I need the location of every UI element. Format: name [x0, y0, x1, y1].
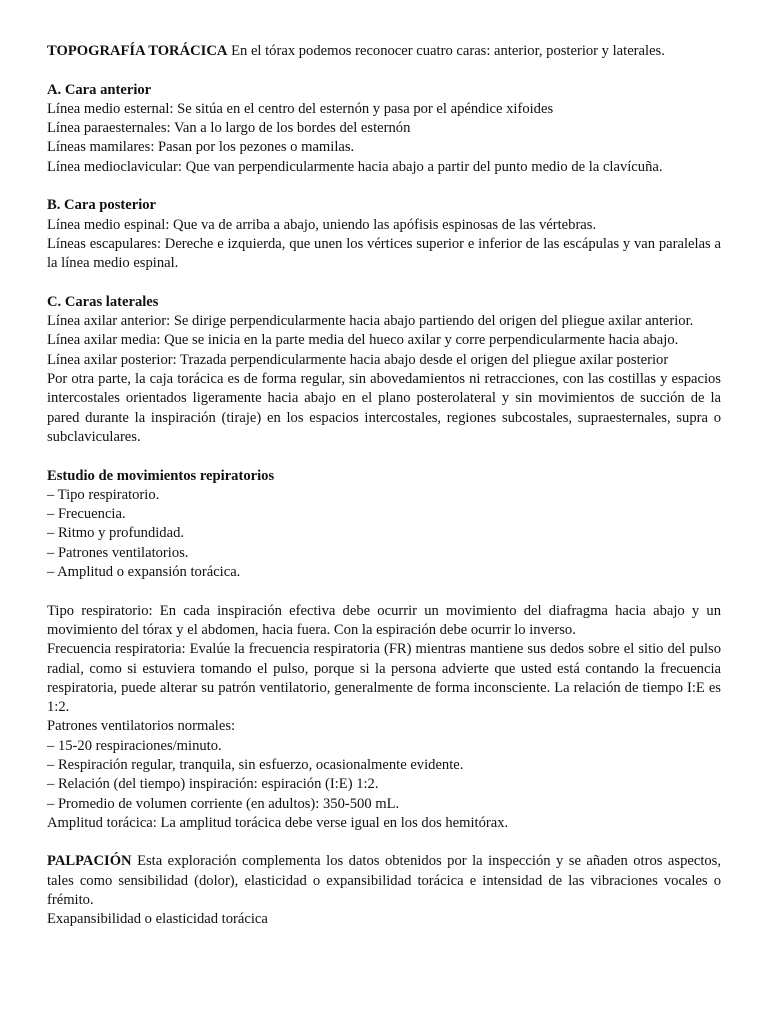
- patrones-item: – 15-20 respiraciones/minuto.: [47, 737, 222, 754]
- document-page: [47, 42, 721, 930]
- caja-toracica-paragraph: Por otra parte, la caja torácica es de forma regular, sin abovedamientos ni retracciones, con las costillas y espacios intercostales orientados ligeramente hacia abajo en el plano posterolateral y sin movimientos de succión de la pared durante la inspiración (tiraje) en los espacios intercostales, regiones subcostales, supraesternales, supra o subclaviculares.: [47, 371, 721, 445]
- movimientos-item: – Tipo respiratorio.: [47, 486, 160, 503]
- cara-anterior-heading: A. Cara anterior: [47, 81, 152, 98]
- linea-medio-esternal: Línea medio esternal: Se sitúa en el centro del esternón y pasa por el apéndice xifoides: [47, 100, 554, 117]
- palpacion-paragraph: [47, 852, 721, 910]
- cara-posterior-heading: B. Cara posterior: [47, 197, 157, 214]
- lineas-escapulares: Líneas escapulares: Dereche e izquierda, que unen los vértices superior e inferior de las escápulas y van paralelas a la línea medio espinal.: [47, 235, 721, 272]
- expansibilidad-line: Exapansibilidad o elasticidad torácica: [47, 911, 268, 928]
- lineas-mamilares: Líneas mamilares: Pasan por los pezones o mamilas.: [47, 139, 355, 156]
- amplitud-toracica-paragraph: Amplitud torácica: La amplitud torácica debe verse igual en los dos hemitórax.: [47, 814, 509, 831]
- linea-axilar-media: Línea axilar media: Que se inicia en la parte media del hueco axilar y corre perpendicularmente hacia abajo.: [47, 332, 679, 349]
- patrones-item: – Promedio de volumen corriente (en adultos): 350-500 mL.: [47, 795, 400, 812]
- movimientos-item: – Frecuencia.: [47, 506, 126, 523]
- movimientos-item: – Patrones ventilatorios.: [47, 544, 189, 561]
- patrones-heading: Patrones ventilatorios normales:: [47, 718, 236, 735]
- topografia-intro: En el tórax podemos reconocer cuatro caras: anterior, posterior y laterales.: [227, 43, 665, 59]
- movimientos-heading: Estudio de movimientos repiratorios: [47, 467, 275, 484]
- topografia-paragraph: [47, 42, 721, 61]
- palpacion-text: Esta exploración complementa los datos obtenidos por la inspección y se añaden otros aspectos, tales como sensibilidad (dolor), elasticidad o expansibilidad torácica e intensidad de las vibraciones vocales o frémito.: [47, 853, 721, 909]
- movimientos-item: – Amplitud o expansión torácica.: [47, 564, 241, 581]
- linea-medio-espinal: Línea medio espinal: Que va de arriba a abajo, uniendo las apófisis espinosas de las vértebras.: [47, 216, 597, 233]
- patrones-item: – Respiración regular, tranquila, sin esfuerzo, ocasionalmente evidente.: [47, 756, 464, 773]
- palpacion-title: PALPACIÓN: [47, 853, 132, 870]
- frecuencia-respiratoria-paragraph: Frecuencia respiratoria: Evalúe la frecuencia respiratoria (FR) mientras mantiene sus dedos sobre el sitio del pulso radial, como si estuviera tomando el pulso, porque si la persona advierte que usted está contando la frecuencia respiratoria, puede alterar su patrón ventilatorio, generalmente de forma inconsciente. La relación de tiempo I:E es 1:2.: [47, 641, 721, 716]
- topografia-title: TOPOGRAFÍA TORÁCICA: [47, 43, 228, 59]
- patrones-item: – Relación (del tiempo) inspiración: espiración (I:E) 1:2.: [47, 776, 379, 793]
- linea-medioclavicular: Línea medioclavicular: Que van perpendicularmente hacia abajo a partir del punto medio de la clavícuña.: [47, 158, 663, 175]
- linea-axilar-posterior: Línea axilar posterior: Trazada perpendicularmente hacia abajo desde el origen del pliegue axilar posterior: [47, 351, 669, 368]
- linea-paraesternales: Línea paraesternales: Van a lo largo de los bordes del esternón: [47, 120, 411, 137]
- linea-axilar-anterior: Línea axilar anterior: Se dirige perpendicularmente hacia abajo partiendo del origen del pliegue axilar anterior.: [47, 313, 694, 330]
- caras-laterales-heading: C. Caras laterales: [47, 293, 159, 310]
- tipo-respiratorio-paragraph: Tipo respiratorio: En cada inspiración efectiva debe ocurrir un movimiento del diafragma hacia abajo y un movimiento del tórax y el abdomen, hacia fuera. Con la espiración debe ocurrir lo inverso.: [47, 602, 721, 638]
- movimientos-item: – Ritmo y profundidad.: [47, 525, 185, 542]
